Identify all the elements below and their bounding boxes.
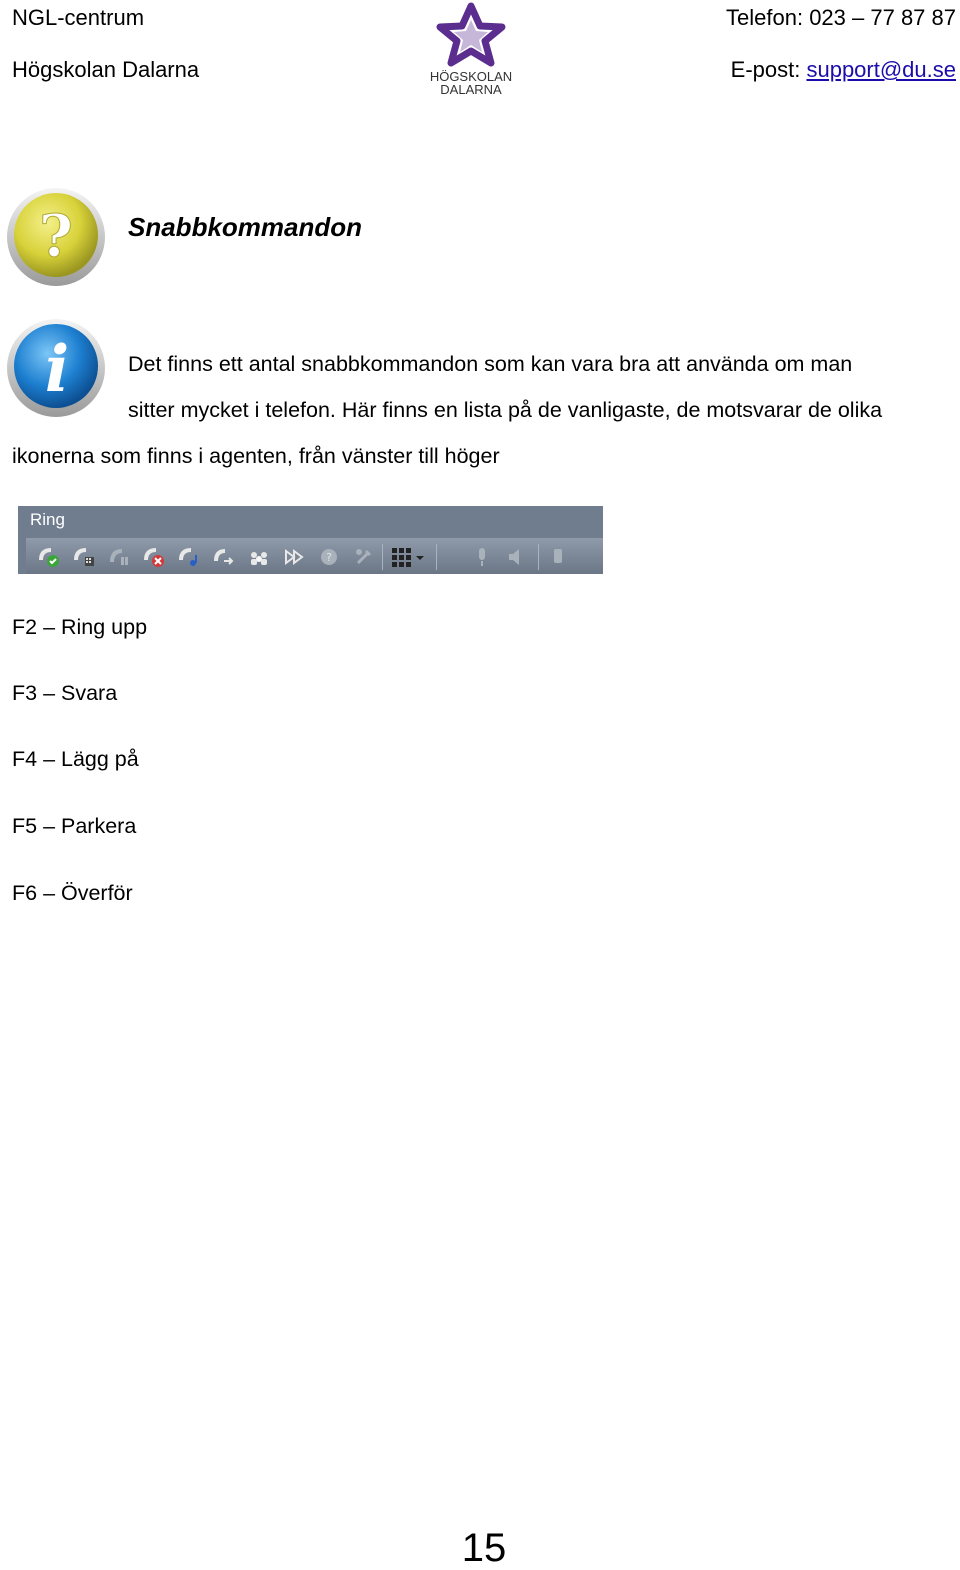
shortcut-item: F3 – Svara [12, 681, 118, 705]
transfer-icon[interactable] [213, 546, 235, 568]
phone-number: Telefon: 023 – 77 87 87 [726, 5, 956, 30]
conference-icon[interactable] [248, 546, 270, 568]
svg-text:?: ? [326, 551, 332, 564]
shortcut-item: F2 – Ring upp [12, 615, 148, 639]
hangup-icon[interactable] [143, 546, 165, 568]
call-icon[interactable] [38, 546, 60, 568]
logo-text-line1: HÖGSKOLAN [429, 69, 513, 84]
toolbar-separator [538, 544, 539, 570]
toolbar-separator [436, 544, 437, 570]
speaker-icon[interactable] [506, 546, 528, 568]
toolbar-title: Ring [30, 510, 65, 529]
hold-icon[interactable] [108, 546, 130, 568]
dropdown-icon[interactable] [414, 546, 426, 568]
question-icon [5, 186, 107, 288]
email-line [731, 57, 956, 83]
star-logo-icon [425, 2, 517, 72]
microphone-icon[interactable] [471, 546, 493, 568]
section-title: Snabbkommandon [128, 212, 363, 242]
logo-text-line2: DALARNA [440, 82, 502, 97]
ring-toolbar [18, 506, 603, 574]
shortcut-item: F5 – Parkera [12, 814, 137, 838]
email-label: E-post: [730, 57, 807, 82]
forward-icon[interactable] [283, 546, 305, 568]
intro-line-3: ikonerna som finns i agenten, från vänster till höger [12, 444, 500, 468]
org-name: NGL-centrum [12, 5, 145, 30]
toolbar-strip [26, 538, 603, 574]
svg-text:i: i [44, 332, 70, 407]
intro-line-2: sitter mycket i telefon. Här finns en lista på de vanligaste, de motsvarar de olika [128, 398, 883, 422]
page-number: 15 [461, 1526, 507, 1570]
keypad-icon[interactable] [390, 546, 412, 568]
school-logo [425, 2, 517, 98]
intro-line-1: Det finns ett antal snabbkommandon som kan vara bra att använda om man [128, 352, 853, 376]
email-link[interactable]: support@du.se [806, 57, 956, 82]
record-icon[interactable] [547, 546, 569, 568]
school-name: Högskolan Dalarna [12, 57, 200, 82]
tools-icon[interactable] [353, 546, 375, 568]
info-icon [5, 317, 107, 419]
shortcut-item: F6 – Överför [12, 881, 133, 905]
park-icon[interactable] [178, 546, 200, 568]
svg-text:?: ? [39, 202, 73, 270]
toolbar-separator [382, 544, 383, 570]
dialpad-call-icon[interactable] [73, 546, 95, 568]
help-icon[interactable] [318, 546, 340, 568]
shortcut-item: F4 – Lägg på [12, 747, 139, 771]
